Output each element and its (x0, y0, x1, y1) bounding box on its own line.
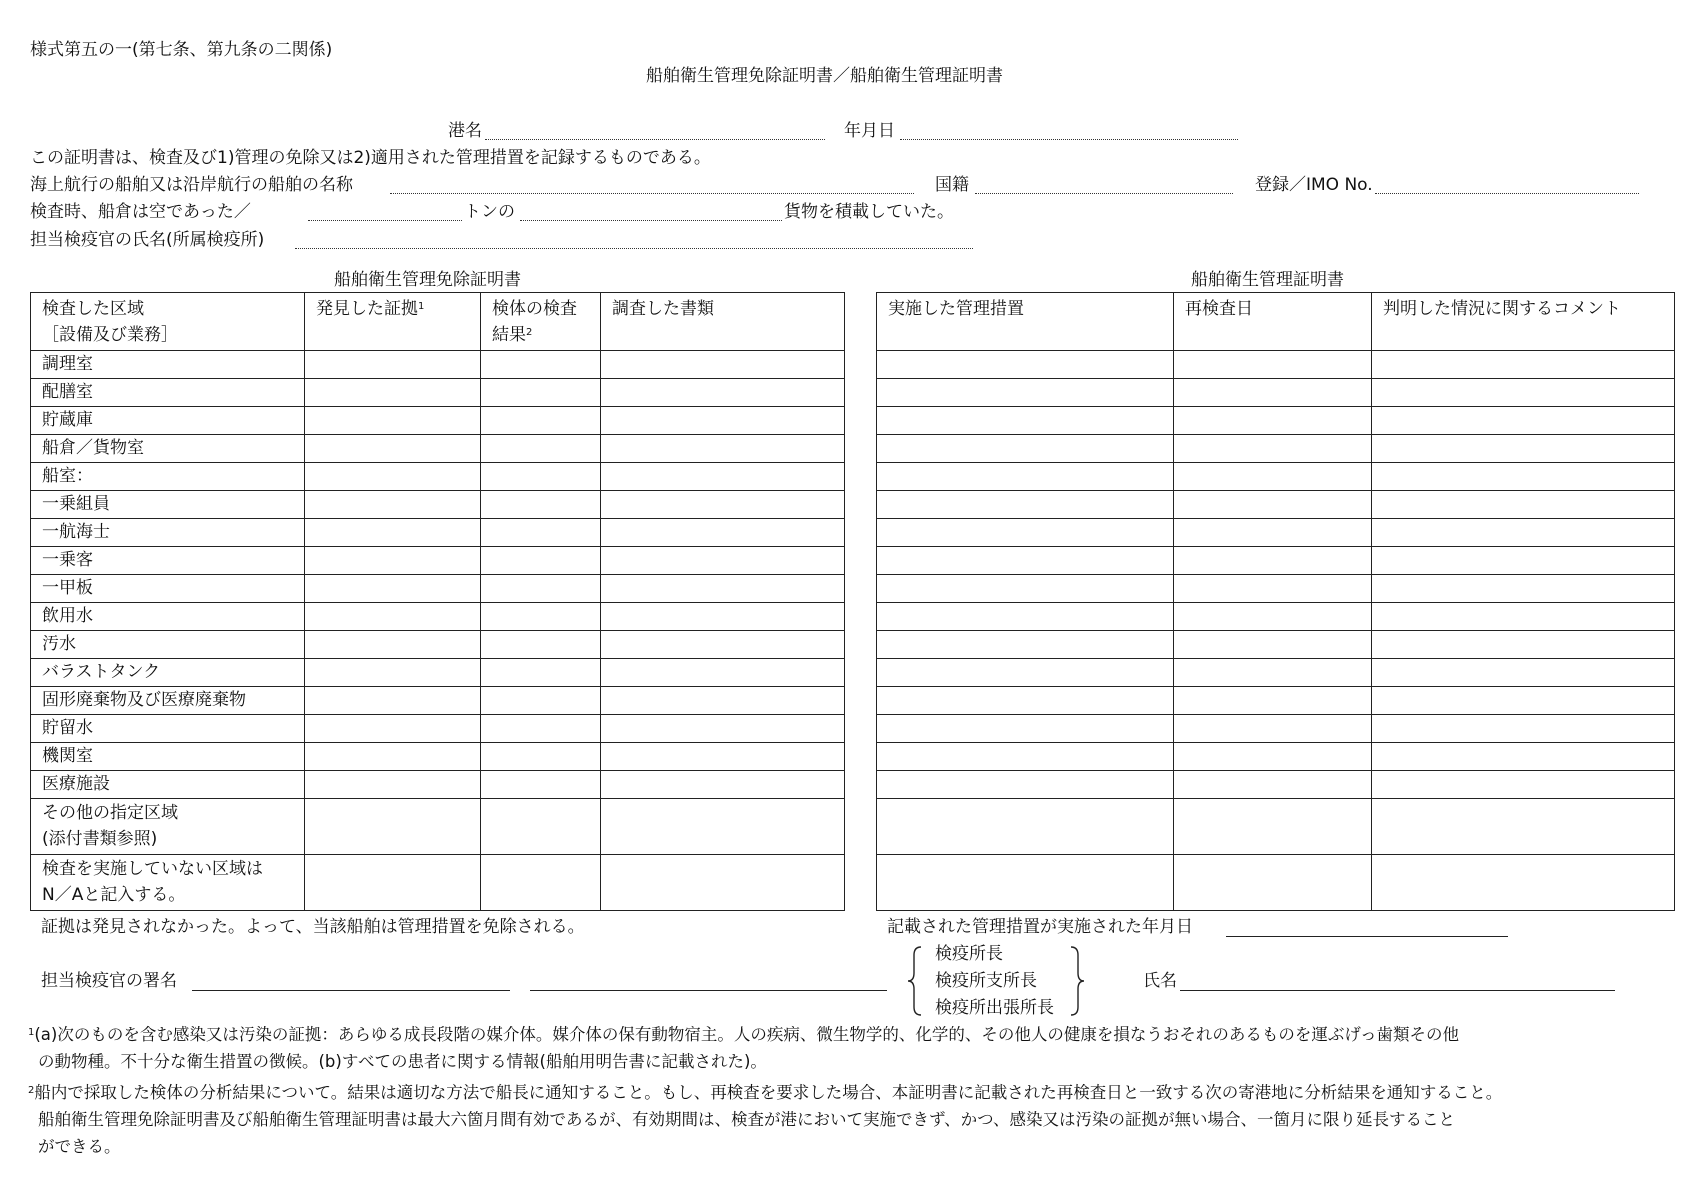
table-row (31, 631, 845, 659)
cell[interactable] (305, 575, 481, 603)
cell[interactable] (1372, 715, 1675, 743)
cell[interactable] (601, 351, 845, 379)
footnote-2-line3: ができる。 (38, 1137, 121, 1156)
cell[interactable] (601, 743, 845, 771)
cell[interactable] (481, 855, 601, 911)
title-branch-director: 検疫所支所長 (935, 971, 1037, 991)
header-sample: 検体の検査 結果$^2$ (481, 293, 601, 351)
cell[interactable] (601, 603, 845, 631)
cell[interactable] (1174, 435, 1372, 463)
cell[interactable] (481, 435, 601, 463)
row-label: 医療施設 (31, 771, 305, 799)
cell[interactable] (1372, 491, 1675, 519)
row-label: 船倉／貨物室 (31, 435, 305, 463)
table-row (877, 519, 1675, 547)
cargo-tons-label: トンの (464, 202, 515, 222)
cell[interactable] (1372, 687, 1675, 715)
table-row (31, 855, 845, 911)
cell[interactable] (305, 491, 481, 519)
table-row (31, 435, 845, 463)
office-field[interactable] (530, 990, 887, 991)
table-row (877, 547, 1675, 575)
cell[interactable] (1174, 519, 1372, 547)
control-date-label: 記載された管理措置が実施された年月日 (887, 917, 1193, 937)
cell[interactable] (1174, 407, 1372, 435)
table-row (877, 743, 1675, 771)
cell[interactable] (877, 435, 1174, 463)
cell[interactable] (481, 715, 601, 743)
table-row (877, 603, 1675, 631)
footnote-2-line1: $^2$船内で採取した検体の分析結果について。結果は適切な方法で船長に通知すること。もし、再検査を要求した場合、本証明書に記載された再検査日と一致する次の寄港地に分析結果を通知すること。 (28, 1083, 1503, 1102)
registration-field[interactable] (1375, 193, 1639, 194)
nationality-field[interactable] (975, 193, 1233, 194)
cell[interactable] (481, 799, 601, 855)
row-label-other: その他の指定区域 (添付書類参照) (31, 799, 305, 855)
table-row (31, 547, 845, 575)
control-date-field[interactable] (1226, 936, 1508, 937)
cell[interactable] (601, 687, 845, 715)
row-label: 貯留水 (31, 715, 305, 743)
cell[interactable] (305, 547, 481, 575)
cell[interactable] (877, 799, 1174, 855)
table-row (31, 519, 845, 547)
row-label: 汚水 (31, 631, 305, 659)
cell[interactable] (1174, 351, 1372, 379)
table-row (31, 407, 845, 435)
row-label: 調理室 (31, 351, 305, 379)
cell[interactable] (305, 379, 481, 407)
cell[interactable] (601, 799, 845, 855)
registration-label: 登録／IMO No. (1255, 175, 1373, 195)
table-row (877, 463, 1675, 491)
right-brace-icon (1068, 945, 1086, 1017)
cell[interactable] (481, 603, 601, 631)
cell[interactable] (481, 631, 601, 659)
row-label: 船室： (31, 463, 305, 491)
table-row (31, 771, 845, 799)
cell[interactable] (1372, 463, 1675, 491)
cell[interactable] (877, 407, 1174, 435)
cell[interactable] (877, 855, 1174, 911)
cell[interactable] (1372, 603, 1675, 631)
cargo-prefix: 検査時、船倉は空であった／ (30, 202, 251, 222)
cell[interactable] (481, 771, 601, 799)
table-row (877, 799, 1675, 855)
table-row (877, 855, 1675, 911)
cell[interactable] (1174, 799, 1372, 855)
cell[interactable] (1174, 631, 1372, 659)
cell[interactable] (601, 631, 845, 659)
table-row (877, 687, 1675, 715)
cell[interactable] (1174, 715, 1372, 743)
row-label: 飲用水 (31, 603, 305, 631)
header-comments: 判明した情況に関するコメント (1372, 293, 1675, 351)
table-row (31, 575, 845, 603)
cell[interactable] (1174, 547, 1372, 575)
cell[interactable] (1372, 743, 1675, 771)
cell[interactable] (601, 771, 845, 799)
cell[interactable] (601, 519, 845, 547)
row-label: 貯蔵庫 (31, 407, 305, 435)
table-row (31, 715, 845, 743)
cell[interactable] (877, 491, 1174, 519)
nationality-label: 国籍 (935, 175, 969, 195)
cell[interactable] (601, 407, 845, 435)
table-row (31, 659, 845, 687)
cell[interactable] (877, 743, 1174, 771)
cell[interactable] (877, 379, 1174, 407)
control-table (876, 292, 1675, 911)
cargo-suffix: 貨物を積載していた。 (784, 202, 954, 222)
cell[interactable] (601, 463, 845, 491)
cell[interactable] (305, 463, 481, 491)
cell[interactable] (1174, 603, 1372, 631)
cell[interactable] (1372, 435, 1675, 463)
cell[interactable] (305, 519, 481, 547)
table-row (877, 575, 1675, 603)
table-row (877, 771, 1675, 799)
table-row (877, 435, 1675, 463)
exemption-table (30, 292, 845, 911)
ship-name-field[interactable] (390, 193, 914, 194)
cell[interactable] (1372, 799, 1675, 855)
exemption-statement: 証拠は発見されなかった。よって、当該船舶は管理措置を免除される。 (41, 917, 585, 937)
cell[interactable] (305, 687, 481, 715)
cell[interactable] (1372, 575, 1675, 603)
date-label: 年月日 (844, 121, 895, 141)
cell[interactable] (601, 491, 845, 519)
cell[interactable] (481, 575, 601, 603)
footnote-1-marker: 1 (28, 1027, 35, 1038)
cell[interactable] (877, 351, 1174, 379)
title-sub-branch-director: 検疫所出張所長 (935, 998, 1054, 1018)
page-title: 船舶衛生管理免除証明書／船舶衛生管理証明書 (646, 66, 1003, 86)
header-evidence: 発見した証拠$^1$ (305, 293, 481, 351)
cell[interactable] (877, 659, 1174, 687)
cell[interactable] (1372, 351, 1675, 379)
table-row (877, 659, 1675, 687)
row-label: 機関室 (31, 743, 305, 771)
cell[interactable] (601, 435, 845, 463)
cell[interactable] (481, 519, 601, 547)
cell[interactable] (1372, 659, 1675, 687)
left-table-caption: 船舶衛生管理免除証明書 (334, 270, 521, 290)
row-label-na: 検査を実施していない区域は N／Aと記入する。 (31, 855, 305, 911)
cell[interactable] (481, 687, 601, 715)
row-label: バラストタンク (31, 659, 305, 687)
footnote-1-line1: $^1$(a)次のものを含む感染又は汚染の証拠：あらゆる成長段階の媒介体。媒介体の保有動物宿主。人の疾病、微生物学的、化学的、その他人の健康を損なうおそれのあるものを運ぶげっ歯類その他 (28, 1025, 1460, 1044)
cell[interactable] (305, 743, 481, 771)
cell[interactable] (481, 659, 601, 687)
cell[interactable] (305, 407, 481, 435)
cell[interactable] (305, 855, 481, 911)
table-row (877, 351, 1675, 379)
officer-field[interactable] (295, 248, 973, 249)
cell[interactable] (601, 855, 845, 911)
cell[interactable] (1174, 491, 1372, 519)
cell[interactable] (601, 379, 845, 407)
table-row (877, 407, 1675, 435)
cell[interactable] (1372, 547, 1675, 575)
row-label: 固形廃棄物及び医療廃棄物 (31, 687, 305, 715)
cell[interactable] (601, 715, 845, 743)
cell[interactable] (1372, 519, 1675, 547)
cell[interactable] (877, 463, 1174, 491)
table-row (31, 379, 845, 407)
cell[interactable] (877, 547, 1174, 575)
cell[interactable] (601, 575, 845, 603)
cell[interactable] (1174, 743, 1372, 771)
cell[interactable] (1174, 687, 1372, 715)
name-label: 氏名 (1143, 971, 1177, 991)
cell[interactable] (481, 547, 601, 575)
cell[interactable] (305, 435, 481, 463)
footnote-1-line2: の動物種。不十分な衛生措置の徴候。(b)すべての患者に関する情報(船舶用明告書に記載された)。 (38, 1052, 767, 1071)
title-director: 検疫所長 (935, 944, 1003, 964)
cell[interactable] (1372, 855, 1675, 911)
cell[interactable] (877, 519, 1174, 547)
cell[interactable] (481, 379, 601, 407)
cell[interactable] (305, 799, 481, 855)
cell[interactable] (1174, 379, 1372, 407)
cargo-tons-field[interactable] (308, 220, 462, 221)
table-row (31, 687, 845, 715)
signature-field[interactable] (192, 990, 510, 991)
intro-text: この証明書は、検査及び1)管理の免除又は2)適用された管理措置を記録するものである。 (30, 148, 711, 168)
cell[interactable] (877, 631, 1174, 659)
cell[interactable] (305, 771, 481, 799)
cell[interactable] (1372, 407, 1675, 435)
table-row (877, 379, 1675, 407)
table-row (877, 715, 1675, 743)
footnote-2-line2: 船舶衛生管理免除証明書及び船舶衛生管理証明書は最大六箇月間有効であるが、有効期間は、検査が港において実施できず、かつ、感染又は汚染の証拠が無い場合、一箇月に限り延長すること (38, 1110, 1456, 1129)
cell[interactable] (481, 351, 601, 379)
officer-label: 担当検疫官の氏名(所属検疫所) (30, 230, 265, 250)
table-row (877, 491, 1675, 519)
cell[interactable] (1174, 463, 1372, 491)
cell[interactable] (305, 715, 481, 743)
cell[interactable] (305, 351, 481, 379)
form-label: 様式第五の一(第七条、第九条の二関係) (30, 40, 333, 60)
cell[interactable] (1372, 631, 1675, 659)
row-label: 一甲板 (31, 575, 305, 603)
cell[interactable] (877, 603, 1174, 631)
cell[interactable] (481, 463, 601, 491)
cell[interactable] (481, 491, 601, 519)
cell[interactable] (601, 659, 845, 687)
table-row (31, 491, 845, 519)
cell[interactable] (877, 715, 1174, 743)
row-label: 一乗組員 (31, 491, 305, 519)
cargo-type-field[interactable] (520, 220, 782, 221)
port-field[interactable] (485, 139, 825, 140)
header-area: 検査した区域 ［設備及び業務］ (31, 293, 305, 351)
cell[interactable] (305, 659, 481, 687)
ship-name-label: 海上航行の船舶又は沿岸航行の船舶の名称 (30, 175, 353, 195)
header-reinspection: 再検査日 (1174, 293, 1372, 351)
date-field[interactable] (900, 139, 1238, 140)
footnote-2-marker: 2 (28, 1085, 35, 1096)
table-row (31, 603, 845, 631)
cell[interactable] (1174, 575, 1372, 603)
name-field[interactable] (1180, 990, 1615, 991)
left-brace-icon (906, 945, 924, 1017)
table-row (31, 463, 845, 491)
cell[interactable] (481, 407, 601, 435)
table-row (31, 351, 845, 379)
cell[interactable] (601, 547, 845, 575)
cell[interactable] (305, 631, 481, 659)
cell[interactable] (1174, 855, 1372, 911)
port-label: 港名 (448, 121, 482, 141)
table-row (31, 799, 845, 855)
cell[interactable] (305, 603, 481, 631)
cell[interactable] (1372, 771, 1675, 799)
cell[interactable] (877, 575, 1174, 603)
row-label: 一航海士 (31, 519, 305, 547)
cell[interactable] (1372, 379, 1675, 407)
cell[interactable] (877, 771, 1174, 799)
table-row (31, 743, 845, 771)
header-measures: 実施した管理措置 (877, 293, 1174, 351)
row-label: 配膳室 (31, 379, 305, 407)
cell[interactable] (481, 743, 601, 771)
header-documents: 調査した書類 (601, 293, 845, 351)
row-label: 一乗客 (31, 547, 305, 575)
table-row (877, 631, 1675, 659)
cell[interactable] (1174, 659, 1372, 687)
cell[interactable] (1174, 771, 1372, 799)
signature-label: 担当検疫官の署名 (41, 971, 177, 991)
right-table-caption: 船舶衛生管理証明書 (1191, 270, 1344, 290)
cell[interactable] (877, 687, 1174, 715)
